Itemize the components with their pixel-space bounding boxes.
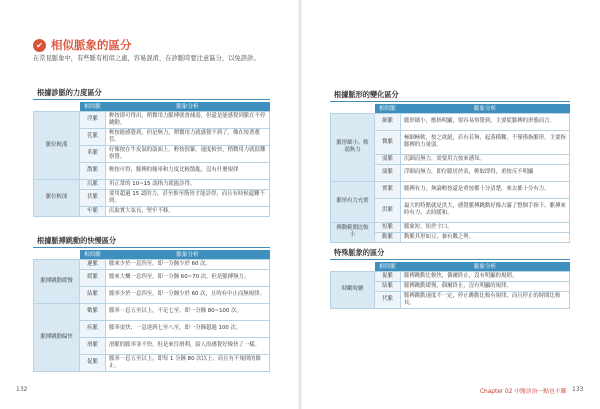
pulse-name: 微脈 (375, 130, 401, 154)
pulse-name: 弱脈 (375, 154, 401, 164)
pulse-desc: 脈象短，短於寸口。 (401, 222, 570, 232)
col-header-name: 相似脈 (80, 102, 106, 111)
table-row (331, 113, 570, 130)
row-category: 脈形有力充實 (331, 181, 375, 222)
table-title: 根據診脈的力度區分 (33, 86, 270, 100)
pulse-name: 動脈 (375, 232, 401, 242)
pulse-name: 芤脈 (80, 128, 106, 145)
pulse-name: 緩脈 (80, 269, 106, 286)
pulse-desc: 脈率一息五至以上，不足七至，即一分鐘 80~100 次。 (106, 303, 270, 320)
table-row (34, 179, 270, 189)
pulse-desc: 輕按即可得出，稍微用力脈搏就會減弱，但還是能感覺到脈在不停跳動。 (106, 111, 270, 128)
table-row (331, 271, 570, 281)
pulse-name: 沉脈 (80, 179, 106, 189)
pulse-name: 伏脈 (80, 189, 106, 206)
pulse-desc: 好像按在牛皮鼓的鼓面上，輕按很緊，速度較快，稍微用力就很難察覺。 (106, 145, 270, 162)
table-title: 根據脈搏跳動的快慢區分 (33, 234, 270, 248)
pulse-desc: 脈來少於一息四至，即一分鐘少於 60 次。 (106, 259, 270, 269)
pulse-desc: 極細極軟，按之欲絕，若有若無，起落模糊，不僅僅指脈形，主要指脈搏的力量弱。 (401, 130, 570, 154)
pulse-desc: 輕按能感覺到，但是無力，稍微用力就感覺不到了，像在按著蔥管。 (106, 128, 270, 145)
table-title: 特殊脈象的區分 (330, 246, 570, 260)
special-table (330, 262, 570, 309)
pulse-desc: 輕按可得，脈搏的頻率和力度比較散亂，沒有什麼規律 (106, 162, 270, 179)
shape-table (330, 104, 570, 243)
strength-table-block (33, 86, 270, 217)
row-category: 搏動範圍比較小 (331, 222, 375, 242)
rate-table-block (33, 234, 270, 372)
row-category: 時斷時續 (331, 271, 375, 308)
pulse-name: 遲脈 (80, 259, 106, 269)
pulse-desc: 脈率少於一息四至，即一分鐘少於 60 次，且時有中止而無規律。 (106, 286, 270, 303)
pulse-name: 實脈 (375, 181, 401, 198)
pulse-name: 促脈 (80, 354, 106, 371)
col-header-desc: 脈象分析 (106, 102, 270, 111)
col-header-desc: 脈象分析 (401, 104, 570, 113)
pulse-desc: 脈率更快，一息達到七至八至，即一分鐘超過 100 次。 (106, 320, 270, 337)
row-category: 脈位較淺 (34, 111, 80, 179)
table-row (34, 259, 270, 269)
pulse-desc: 滑脈的脈率並不快，但是來往滑利，給人的感覺好像快了一樣。 (106, 337, 270, 354)
pulse-name: 促脈 (375, 271, 401, 281)
row-category: 脈形細小、軟弱無力 (331, 113, 375, 181)
pulse-name: 結脈 (80, 286, 106, 303)
col-header-name: 相似脈 (80, 250, 106, 259)
col-header-name: 相似脈 (375, 262, 401, 271)
row-category: 脈位較深 (34, 179, 80, 216)
table-title: 根據脈形的變化區分 (330, 88, 570, 102)
section-header (33, 37, 132, 53)
pulse-desc: 脈搏跳動比較快，偶爾終止，沒有明顯的規則。 (401, 271, 570, 281)
pulse-name: 數脈 (80, 303, 106, 320)
shape-table-block (330, 88, 570, 243)
row-category: 脈搏跳動偏快 (34, 303, 80, 371)
table-row (34, 303, 270, 320)
pulse-desc: 脈率一息五至以上，即每 1 分鐘 80 次以上，而且有不規則的歇止。 (106, 354, 270, 371)
pulse-name: 浮脈 (80, 111, 106, 128)
pulse-desc: 用正常的 10~15 認指力就能診得。 (106, 179, 270, 189)
row-category: 脈搏跳動緩慢 (34, 259, 80, 303)
pulse-desc: 要用超過 15 認的力，甚至推至筋骨才能診得，而且有時候還難不到。 (106, 189, 270, 206)
intro-paragraph: 在常見脈象中，有些脈有相似之處，容易混淆，在診脈時要注意區分，以免誤診。 (33, 55, 260, 62)
col-header-name: 相似脈 (375, 104, 401, 113)
page-number-left: 132 (16, 386, 28, 393)
col-header-desc: 脈象分析 (106, 250, 270, 259)
pulse-desc: 脈搏有力，無論輕按還是重按都十分清楚，來去都十分有力。 (401, 181, 570, 198)
pulse-desc: 動脈其形如豆，兼有數之勢。 (401, 232, 570, 242)
pulse-name: 結脈 (375, 281, 401, 291)
pulse-desc: 脈搏跳動緩慢，偶爾終止，沒有明顯的規律。 (401, 281, 570, 291)
pulse-name: 革脈 (80, 145, 106, 162)
right-page (300, 0, 600, 409)
pulse-name: 散脈 (80, 162, 106, 179)
table-row (331, 181, 570, 198)
pulse-desc: 脈形細小，應指明顯，很容易察覺到，主要從脈搏的形態而言。 (401, 113, 570, 130)
pulse-desc: 最大的特點就是洪大，感覺脈搏跳動好像占滿了整個手指下，脈搏來時有力，去時緩和。 (401, 198, 570, 222)
pulse-name: 洪脈 (375, 198, 401, 222)
pulse-name: 細脈 (375, 113, 401, 130)
pulse-desc: 脈來大概一息四至，即一分鐘 60~70 次，但是脈搏無力。 (106, 269, 270, 286)
section-title: 相似脈象的區分 (51, 38, 132, 52)
rate-table (33, 250, 270, 372)
page-number-right: 133 (572, 386, 584, 393)
pulse-name: 疾脈 (80, 320, 106, 337)
pulse-desc: 沉取實大弦長，堅牢不移。 (106, 206, 270, 216)
pulse-name: 濡脈 (375, 164, 401, 181)
chapter-footer: Chapter 02 中醫診治一點也不難 (480, 389, 567, 395)
table-row (34, 111, 270, 128)
pulse-name: 牢脈 (80, 206, 106, 216)
col-header-desc: 脈象分析 (401, 262, 570, 271)
pulse-desc: 浮細而無力，即位脈居於表，輕取即得，重按反不明顯 (401, 164, 570, 181)
pulse-name: 短脈 (375, 222, 401, 232)
pulse-name: 滑脈 (80, 337, 106, 354)
pulse-name: 代脈 (375, 291, 401, 308)
pulse-desc: 脈搏跳動速度不一定，停止跳動比較有規律，而且停止的時間比較長。 (401, 291, 570, 308)
strength-table (33, 102, 270, 217)
check-icon: ✔ (33, 39, 46, 52)
pulse-desc: 沉細而無力，需要用力按來感知。 (401, 154, 570, 164)
special-table-block (330, 246, 570, 309)
table-row (331, 222, 570, 232)
